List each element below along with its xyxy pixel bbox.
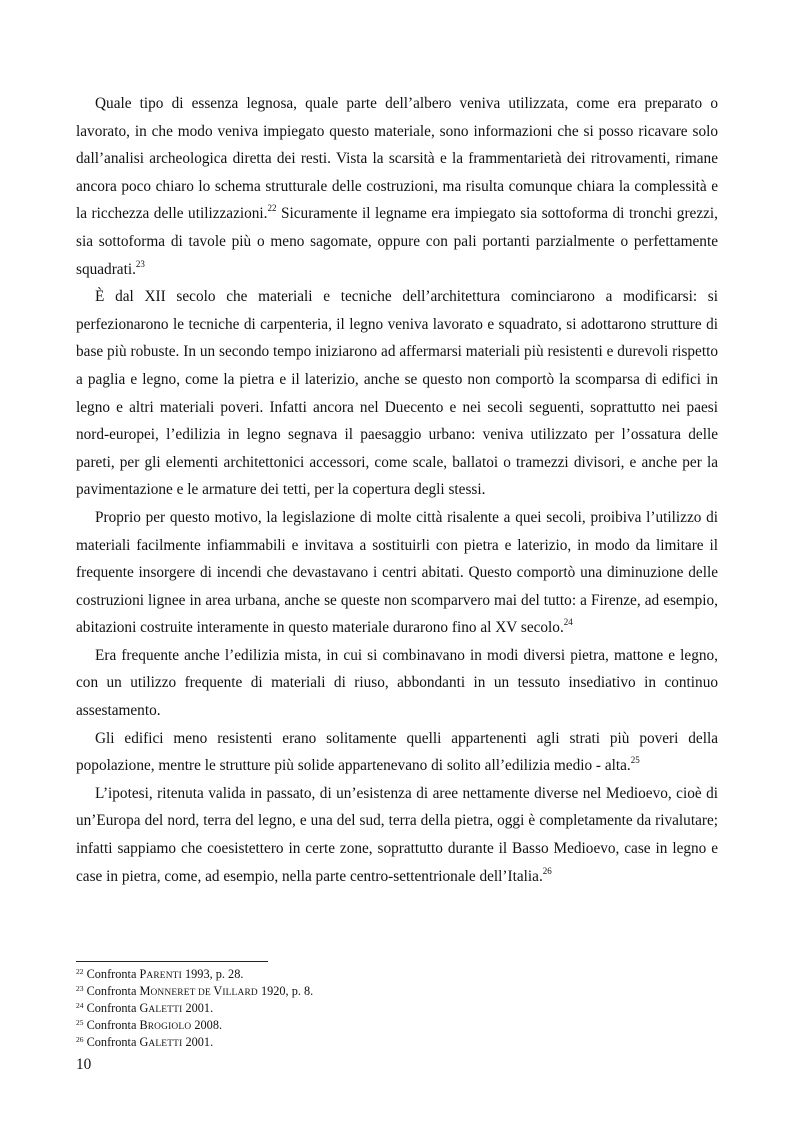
footnote-prefix: Confronta <box>83 1001 140 1015</box>
paragraph-text: È dal XII secolo che materiali e tecniche dell’architettura cominciarono a modificarsi: si perfezionarono le tecniche di carpenteria, il legno veniva lavorato e squadrato, si adottarono strutture di base più robuste. In un secondo tempo iniziarono ad affermarsi materiali più resistenti e durevoli rispetto a paglia e legno, come la pietra e il laterizio, anche se questo non comportò la scomparsa di edifici in legno e altri materiali poveri. Infatti ancora nel Duecento e nei secoli seguenti, soprattutto nei paesi nord-europei, l’edilizia in legno segnava il paesaggio urbano: veniva utilizzato per l’ossatura delle pareti, per gli elementi architettonici accessori, come scale, ballatoi o tramezzi divisori, e anche per la pavimentazione e le armature dei tetti, per la copertura degli stessi. <box>76 288 718 499</box>
footnote-reference[interactable]: 24 <box>563 617 573 628</box>
footnote-citation: 1920, p. 8. <box>257 984 314 998</box>
paragraph-text: Gli edifici meno resistenti erano solitamente quelli appartenenti agli strati più poveri della popolazione, mentre le strutture più solide appartenevano di solito all’edilizia medio - alta. <box>76 729 718 775</box>
footnote <box>76 1035 718 1052</box>
paragraph <box>76 725 718 780</box>
paragraph <box>76 283 718 504</box>
footnote-author: G <box>139 1035 149 1049</box>
footnote-number: 24 <box>76 1001 84 1010</box>
footnote-author: B <box>139 1018 148 1032</box>
footnote-reference[interactable]: 25 <box>630 755 640 766</box>
paragraph <box>76 90 718 283</box>
footnote-author: M <box>139 984 151 998</box>
footnote-prefix: Confronta <box>83 1035 140 1049</box>
footnote-author: P <box>139 967 147 981</box>
footnote-author: ALETTI <box>148 1005 183 1015</box>
paragraph <box>76 642 718 725</box>
footnote-citation: 1993, p. 28. <box>181 967 244 981</box>
footnote-prefix: Confronta <box>83 1018 140 1032</box>
paragraph <box>76 780 718 890</box>
footnote <box>76 967 718 984</box>
footnote-reference[interactable]: 26 <box>542 865 552 876</box>
page-number: 10 <box>76 1056 92 1073</box>
footnote-author: G <box>139 1001 149 1015</box>
paragraph-text: Quale tipo di essenza legnosa, quale parte dell’albero veniva utilizzata, come era preparato o lavorato, in che modo veniva impiegato questo materiale, sono informazioni che si posso ricavare solo dall’analisi archeologica diretta dei resti. Vista la scarsità e la frammentarietà dei ritrovamenti, rimane ancora poco chiaro lo schema strutturale delle costruzioni, ma risulta comunque chiara la complessità e la ricchezza delle utilizzazioni. <box>76 95 718 223</box>
footnote-author: ROGIOLO <box>147 1022 192 1032</box>
paragraph-text: L’ipotesi, ritenuta valida in passato, di un’esistenza di aree nettamente diverse nel Medioevo, cioè di un’Europa del nord, terra del legno, e una del sud, terra della pietra, oggi è completamente da rivalutare; infatti sappiamo che coesistettero in certe zone, soprattutto durante il Basso Medioevo, case in legno e case in pietra, come, ad esempio, nella parte centro-settentrionale dell’Italia. <box>76 784 718 885</box>
footnote-number: 25 <box>76 1018 84 1027</box>
paragraph <box>76 504 718 642</box>
footnote <box>76 984 718 1001</box>
main-text <box>76 90 718 890</box>
footnote-number: 22 <box>76 967 84 976</box>
footnotes <box>76 967 718 1052</box>
footnote-citation: 2001. <box>182 1001 214 1015</box>
footnote-citation: 2008. <box>191 1018 223 1032</box>
footnote-reference[interactable]: 23 <box>135 258 145 269</box>
footnote-reference[interactable]: 22 <box>267 203 277 214</box>
footnote <box>76 1018 718 1035</box>
paragraph-text: Era frequente anche l’edilizia mista, in cui si combinavano in modi diversi pietra, mattone e legno, con un utilizzo frequente di materiali di riuso, abbondanti in un tessuto insediativo in continuo assestamento. <box>76 646 718 720</box>
footnote-number: 23 <box>76 984 84 993</box>
footnote-number: 26 <box>76 1035 84 1044</box>
paragraph-text: Sicuramente il legname era impiegato sia sottoforma di tronchi grezzi, sia sottoforma di tavole più o meno sagomate, oppure con pali portanti parzialmente o perfettamente squadrati. <box>76 205 718 278</box>
footnote-author: ONNERET DE <box>150 988 214 998</box>
footnote-author: ALETTI <box>148 1039 183 1049</box>
footnote-author: ILLARD <box>222 988 258 998</box>
paragraph-text: Proprio per questo motivo, la legislazione di molte città risalente a quei secoli, proibiva l’utilizzo di materiali facilmente infiammabili e invitava a sostituirli con pietra e laterizio, in modo da limitare il frequente insorgere di incendi che devastavano i centri abitati. Questo comportò una diminuzione delle costruzioni lignee in area urbana, anche se queste non scomparvero mai del tutto: a Firenze, ad esempio, abitazioni costruite interamente in questo materiale durarono fino al XV secolo. <box>76 508 718 637</box>
footnote <box>76 1001 718 1018</box>
footnote-author: V <box>213 984 223 998</box>
footnote-divider <box>76 961 268 962</box>
footnote-author: ARENTI <box>146 971 182 981</box>
footnote-prefix: Confronta <box>83 984 140 998</box>
footnote-citation: 2001. <box>182 1035 214 1049</box>
footnote-prefix: Confronta <box>83 967 140 981</box>
